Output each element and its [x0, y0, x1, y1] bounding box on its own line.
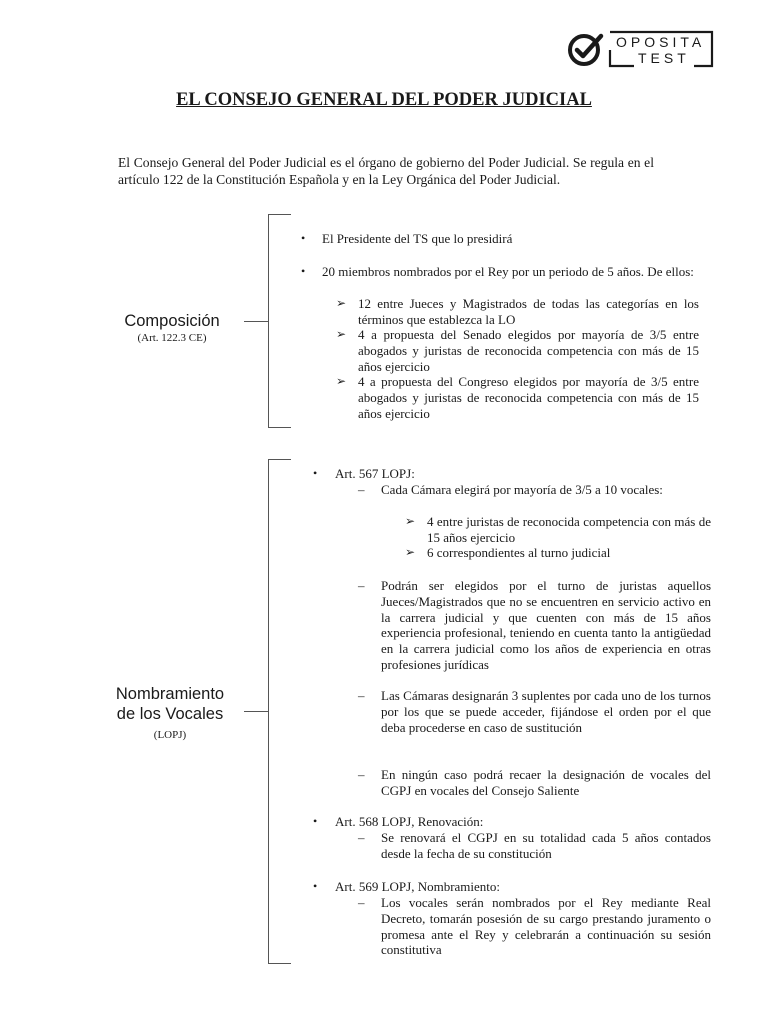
arrow-icon: ➢ — [405, 545, 416, 559]
art-568-renovacion: Se renovará el CGPJ en su totalidad cada 5 años contados desde la fecha de su constitución — [381, 830, 711, 861]
art-569-heading: Art. 569 LOPJ, Nombramiento: — [335, 879, 501, 894]
composicion-bracket — [268, 214, 291, 428]
composicion-sub-congreso: 4 a propuesta del Congreso elegidos por mayoría de 3/5 entre abogados y juristas de reconocida competencia con más de 15 años ejercicio — [358, 374, 699, 421]
art-567-juristas: 4 entre juristas de reconocida competencia con más de 15 años ejercicio — [427, 514, 711, 545]
dash-icon: – — [358, 578, 365, 593]
art-568-heading: Art. 568 LOPJ, Renovación: — [335, 814, 484, 829]
art-567-turno-juristas: Podrán ser elegidos por el turno de juristas aquellos Jueces/Magistrados que no se encuentren en servicio activo en la carrera judicial y que cuenten con más de 15 años experiencia profesional, teniendo en cuenta tanto la antigüedad en la carrera judicial como los años de experiencia en otras profesiones jurídicas — [381, 578, 711, 672]
art-567-eleccion: Cada Cámara elegirá por mayoría de 3/5 a 10 vocales: — [381, 482, 663, 497]
dash-icon: – — [358, 482, 365, 497]
bullet-icon: • — [301, 264, 306, 278]
art-567-turno-judicial: 6 correspondientes al turno judicial — [427, 545, 611, 560]
composicion-item-miembros: 20 miembros nombrados por el Rey por un periodo de 5 años. De ellos: — [322, 264, 694, 279]
nombramiento-bracket — [268, 459, 291, 964]
arrow-icon: ➢ — [336, 374, 347, 388]
bullet-icon: • — [313, 814, 318, 828]
composicion-sub-senado: 4 a propuesta del Senado elegidos por mayoría de 3/5 entre abogados y juristas de reconocida competencia con más de 15 años ejercicio — [358, 327, 699, 374]
oposita-test-logo — [566, 28, 716, 72]
bullet-icon: • — [313, 466, 318, 480]
arrow-icon: ➢ — [405, 514, 416, 528]
nombramiento-title-line2: de los Vocales — [116, 705, 224, 723]
composicion-label — [92, 312, 252, 344]
bullet-icon: • — [313, 879, 318, 893]
dash-icon: – — [358, 830, 365, 845]
composicion-item-presidente: El Presidente del TS que lo presidirá — [322, 231, 513, 246]
dash-icon: – — [358, 895, 365, 910]
arrow-icon: ➢ — [336, 296, 347, 310]
arrow-icon: ➢ — [336, 327, 347, 341]
logo-word-test: TEST — [638, 50, 690, 66]
art-569-nombramiento: Los vocales serán nombrados por el Rey mediante Real Decreto, tomarán posesión de su cargo prestando juramento o promesa ante el Rey y celebrarán a continuación su sesión constitutiva — [381, 895, 711, 958]
nombramiento-title-line1: Nombramiento — [115, 685, 225, 703]
art-567-consejo-saliente: En ningún caso podrá recaer la designación de vocales del CGPJ en vocales del Consejo Saliente — [381, 767, 711, 798]
nombramiento-sublabel: (LOPJ) — [153, 729, 187, 741]
composicion-sublabel: (Art. 122.3 CE) — [137, 332, 207, 344]
nombramiento-label — [90, 684, 250, 745]
dash-icon: – — [358, 688, 365, 703]
composicion-sub-jueces: 12 entre Jueces y Magistrados de todas las categorías en los términos que establezca la LO — [358, 296, 699, 327]
page-title: EL CONSEJO GENERAL DEL PODER JUDICIAL — [176, 90, 592, 110]
composicion-title: Composición — [124, 312, 220, 330]
bullet-icon: • — [301, 231, 306, 245]
dash-icon: – — [358, 767, 365, 782]
art-567-suplentes: Las Cámaras designarán 3 suplentes por cada uno de los turnos por los que se puede acceder, fijándose el orden por el que deba procederse en caso de sustitución — [381, 688, 711, 735]
logo-word-oposita: OPOSITA — [616, 34, 706, 50]
intro-paragraph: El Consejo General del Poder Judicial es el órgano de gobierno del Poder Judicial. Se regula en el artículo 122 de la Constitución Española y en la Ley Orgánica del Poder Judicial. — [118, 155, 654, 187]
check-circle-icon — [566, 30, 604, 68]
art-567-heading: Art. 567 LOPJ: — [335, 466, 415, 481]
